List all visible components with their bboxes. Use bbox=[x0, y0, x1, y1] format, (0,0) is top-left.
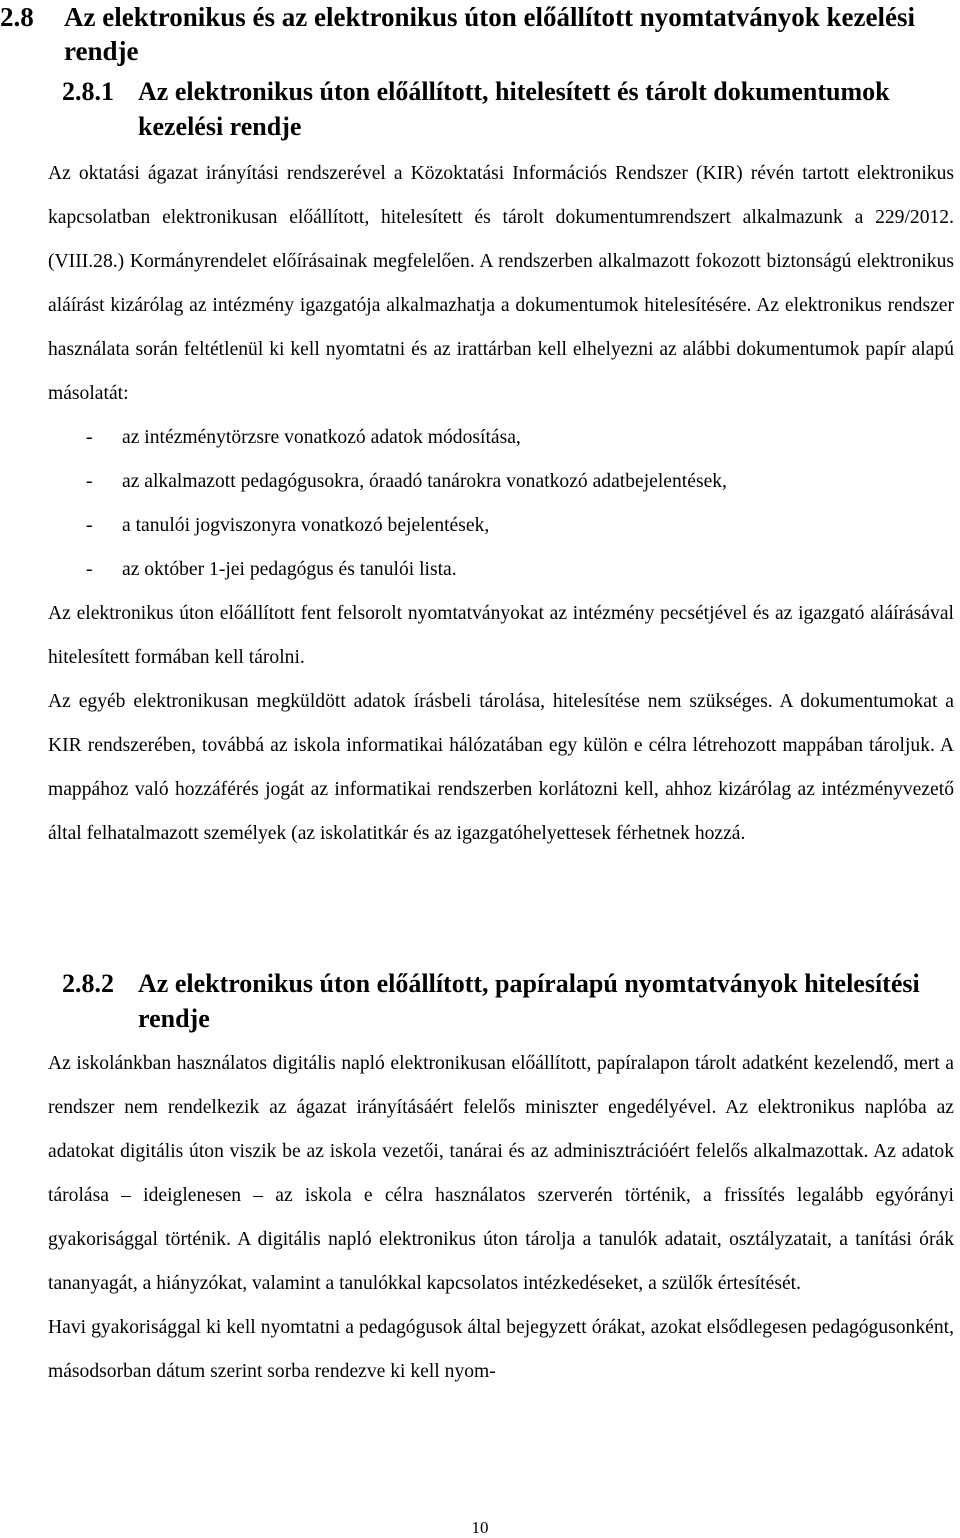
section-number: 2.8 bbox=[0, 2, 34, 32]
subsection-title: Az elektronikus úton előállított, papíralapú nyomtatványok hitelesítési rendje bbox=[138, 969, 920, 1033]
list-item bbox=[48, 460, 954, 504]
subsection-title: Az elektronikus úton előállított, hitelesített és tárolt dokumentumok kezelési rendje bbox=[138, 77, 890, 141]
list-item-text: a tanulói jogviszonyra vonatkozó bejelentések, bbox=[122, 515, 490, 536]
subsection-body-2-8-1 bbox=[48, 152, 954, 856]
list-item-text: az október 1-jei pedagógus és tanulói lista. bbox=[122, 559, 457, 580]
list-marker: - bbox=[86, 515, 93, 536]
list-item bbox=[48, 504, 954, 548]
list-marker: - bbox=[86, 559, 93, 580]
list-item-text: az intézménytörzsre vonatkozó adatok módosítása, bbox=[122, 427, 521, 448]
subsection-number: 2.8.1 bbox=[62, 77, 114, 106]
list-marker: - bbox=[86, 471, 93, 492]
document-list bbox=[48, 416, 954, 592]
paragraph: Az iskolánkban használatos digitális napló elektronikusan előállított, papíralapon tárolt adatként kezelendő, mert a rendszer nem rendelkezik az ágazat irányításáért felelős miniszter engedélyével. Az elektronikus naplóba az adatokat digitális úton viszik be az iskola vezetői, tanárai és az adminisztrációért felelős alkalmazottak. Az adatok tárolása – ideiglenesen – az iskola e célra használatos szerverén történik, a frissítés legalább egyórányi gyakorisággal történik. A digitális napló elektronikus úton tárolja a tanulók adatait, osztályzatait, a tanítási órák tananyagát, a hiányzókat, valamint a tanulókkal kapcsolatos intézkedéseket, a szülők értesítését. bbox=[48, 1053, 954, 1294]
list-item bbox=[48, 548, 954, 592]
paragraph: Az egyéb elektronikusan megküldött adatok írásbeli tárolása, hitelesítése nem szükséges. A dokumentumokat a KIR rendszerében, továbbá az iskola informatikai hálózatában egy külön e célra létrehozott mappában tároljuk. A mappához való hozzáférés jogát az informatikai rendszerben korlátozni kell, ahhoz kizárólag az intézményvezető által felhatalmazott személyek (az iskolatitkár és az igazgatóhelyettesek férhetnek hozzá. bbox=[48, 691, 954, 844]
list-item-text: az alkalmazott pedagógusokra, óraadó tanárokra vonatkozó adatbejelentések, bbox=[122, 471, 727, 492]
paragraph: Az elektronikus úton előállított fent felsorolt nyomtatványokat az intézmény pecsétjével és az igazgató aláírásával hitelesített formában kell tárolni. bbox=[48, 603, 954, 668]
section-title: Az elektronikus és az elektronikus úton előállított nyomtatványok kezelési rendje bbox=[64, 2, 915, 66]
paragraph: Az oktatási ágazat irányítási rendszerével a Közoktatási Információs Rendszer (KIR) révén tartott elektronikus kapcsolatban elektronikusan előállított, hitelesített és tárolt dokumentumrendszert alkalmazunk a 229/2012. (VIII.28.) Kormányrendelet előírásainak megfelelően. A rendszerben alkalmazott fokozott biztonságú elektronikus aláírást kizárólag az intézmény igazgatója alkalmazhatja a dokumentumok hitelesítésére. Az elektronikus rendszer használata során feltétlenül ki kell nyomtatni és az irattárban kell elhelyezni az alábbi dokumentumok papír alapú másolatát: bbox=[48, 163, 954, 404]
list-item bbox=[48, 416, 954, 460]
list-marker: - bbox=[86, 427, 93, 448]
paragraph: Havi gyakorisággal ki kell nyomtatni a pedagógusok által bejegyzett órákat, azokat elsődlegesen pedagógusonként, másodsorban dátum szerint sorba rendezve ki kell nyom- bbox=[48, 1317, 954, 1382]
subsection-body-2-8-2 bbox=[48, 1042, 954, 1394]
page-number: 10 bbox=[471, 1518, 489, 1537]
subsection-number: 2.8.2 bbox=[62, 969, 114, 998]
